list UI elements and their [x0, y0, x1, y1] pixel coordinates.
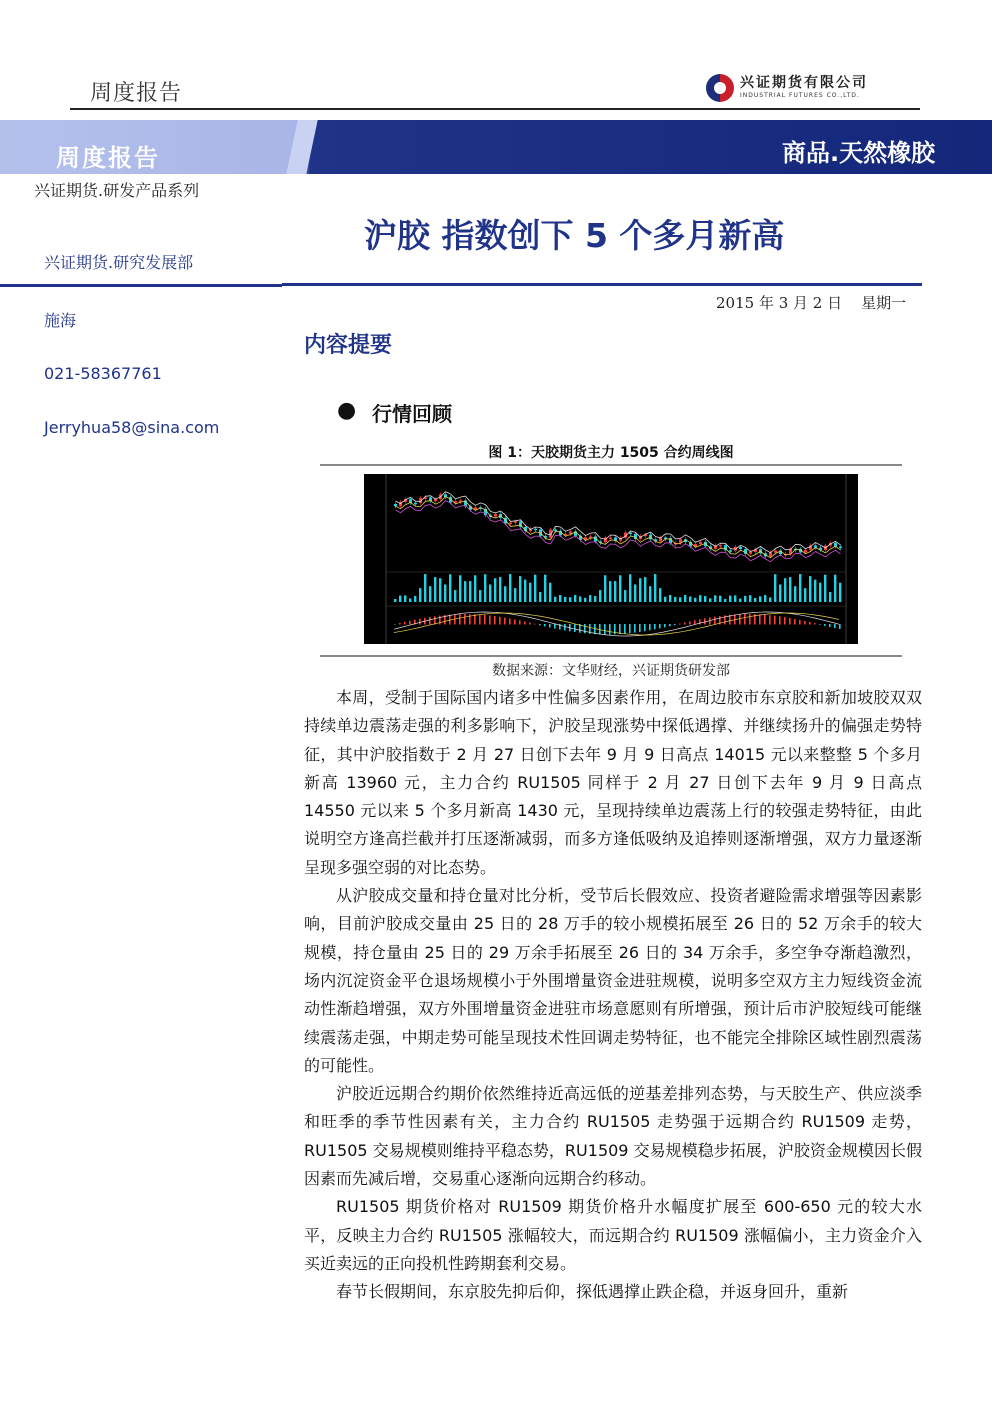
header-divider: [70, 108, 920, 110]
macd-bar: [804, 621, 806, 625]
volume-bar: [619, 575, 621, 602]
macd-bar: [794, 619, 796, 625]
macd-bar: [834, 624, 836, 628]
volume-bar: [664, 597, 666, 602]
volume-bar: [514, 588, 516, 602]
figure-source: 数据来源：文华财经，兴证期货研发部: [492, 663, 730, 679]
volume-bar: [669, 595, 671, 602]
figure-bottom-rule: [320, 655, 902, 657]
macd-bar: [629, 624, 631, 633]
volume-bar: [509, 574, 511, 602]
candle: [629, 533, 632, 535]
candle: [554, 530, 557, 532]
volume-bar: [609, 581, 611, 602]
volume-bar: [444, 584, 446, 602]
macd-bar: [654, 624, 656, 629]
macd-bar: [564, 624, 566, 630]
candle: [534, 529, 537, 531]
paragraph: 从沪胶成交量和持仓量对比分析，受节后长假效应、投资者避险需求增强等因素影响，目前沪胶成交量由 25 日的 28 万手的较小规模拓展至 26 日的 52 万余手的较大规模，持仓量由 25 日的 29 万余手拓展至 26 日的 34 万余手，多空争夺渐趋激烈，场内沉淀资金平仓退场规模小于外围增量资金进驻规模，说明多空双方主力短线资金流动性渐趋增强，双方外围增量资金进驻市场意愿则有所增强，预计后市沪胶短线可能继续震荡走强，中期走势可能呈现技术性回调走势特征，也不能完全排除区域性剧烈震荡的可能性。: [304, 886, 922, 1075]
macd-bar: [554, 624, 556, 629]
macd-bar: [439, 616, 441, 625]
macd-bar: [764, 615, 766, 625]
candle: [494, 514, 497, 516]
volume-bar: [624, 590, 626, 602]
volume-bar: [569, 597, 571, 602]
candle: [719, 545, 722, 547]
candle: [609, 537, 612, 539]
macd-bar: [624, 624, 626, 634]
volume-bar: [769, 597, 771, 602]
volume-bar: [774, 574, 776, 602]
weekly-candlestick-chart-image: [364, 474, 858, 644]
macd-bar: [529, 623, 531, 625]
macd-bar: [479, 615, 481, 625]
candle: [739, 547, 742, 549]
title-divider: [282, 283, 922, 286]
candle: [514, 521, 517, 523]
product-series: 兴证期货.研发产品系列: [34, 181, 200, 200]
volume-bar: [409, 598, 411, 602]
volume-bar: [539, 592, 541, 602]
macd-bar: [619, 624, 621, 634]
macd-bar: [784, 617, 786, 624]
volume-bar: [699, 595, 701, 602]
volume-bar: [484, 574, 486, 602]
macd-bar: [399, 623, 401, 625]
paragraph: 春节长假期间，东京胶先抑后仰，探低遇撑止跌企稳，并返身回升，重新: [336, 1282, 849, 1302]
macd-bar: [534, 624, 536, 625]
volume-bar: [594, 596, 596, 602]
macd-bar: [659, 624, 661, 628]
volume-bar: [729, 596, 731, 602]
volume-bar: [574, 595, 576, 602]
volume-bar: [489, 584, 491, 602]
macd-bar: [744, 614, 746, 624]
macd-bar: [429, 617, 431, 625]
macd-bar: [509, 618, 511, 624]
header-label: 周度报告: [90, 81, 183, 106]
volume-bar: [749, 595, 751, 602]
volume-bar: [789, 577, 791, 602]
volume-bar: [714, 595, 716, 602]
macd-bar: [609, 624, 611, 634]
paragraph: 本周，受制于国际国内诸多中性偏多因素作用，在周边胶市东京胶和新加坡胶双双持续单边震荡走强的利多影响下，沪胶呈现涨势中探低遇撑、并继续扬升的偏强走势特征，其中沪胶指数于 2 月 27 日创下去年 9 月 9 日高点 14015 元以来整整 5 个多月新高 13960 元，主力合约 RU1505 同样于 2 月 27 日创下去年 9 月 9 日高点 14550 元以来 5 个多月新高 1430 元，呈现持续单边震荡上行的较强走势特征，由此说明空方逢高拦截并打压逐渐减弱，而多方逢低吸纳及追捧则逐渐增强，双方力量逐渐呈现多强空弱的对比态势。: [304, 688, 922, 877]
volume-bar: [404, 595, 406, 602]
macd-bar: [504, 618, 506, 625]
logo-emblem-icon: [706, 74, 734, 102]
paragraph: 沪胶近远期合约期价依然维持近高远低的逆基差排列态势，与天胶生产、供应淡季和旺季的季节性因素有关，主力合约 RU1505 走势强于远期合约 RU1509 走势，RU1505 交易规模则维持平稳态势，RU1509 交易规模稳步拓展，沪胶资金规模因长假因素而先减后增，交易重心逐渐向远期合约移动。: [304, 1084, 922, 1189]
volume-bar: [584, 598, 586, 602]
volume-bar: [564, 597, 566, 602]
macd-bar: [839, 624, 841, 629]
macd-bar: [649, 624, 651, 630]
macd-bar: [394, 624, 396, 625]
banner-report-type: 周度报告: [56, 144, 160, 172]
logo-name-cn: 兴证期货有限公司: [740, 75, 868, 91]
macd-bar: [434, 616, 436, 624]
macd-bar: [789, 618, 791, 625]
author-email[interactable]: Jerryhua58@sina.com: [44, 418, 220, 437]
report-date: 2015 年 3 月 2 日 星期一: [716, 294, 907, 312]
macd-bar: [674, 624, 676, 625]
volume-bar: [809, 576, 811, 602]
volume-bar: [629, 574, 631, 602]
macd-bar: [459, 614, 461, 624]
macd-bar: [634, 624, 636, 633]
macd-bar: [494, 616, 496, 624]
macd-bar: [419, 619, 421, 625]
macd-bar: [519, 620, 521, 624]
volume-bar: [424, 574, 426, 602]
candle: [414, 503, 417, 505]
volume-bar: [599, 590, 601, 602]
volume-bar: [824, 575, 826, 602]
bullet-icon: ●: [337, 398, 357, 423]
macd-bar: [819, 624, 821, 625]
volume-bar: [534, 575, 536, 602]
macd-bar: [694, 620, 696, 624]
candle: [699, 542, 702, 544]
volume-bar: [814, 580, 816, 602]
sidebar-divider: [0, 284, 282, 287]
macd-bar: [409, 621, 411, 625]
volume-bar: [434, 577, 436, 602]
volume-bar: [519, 576, 521, 602]
macd-bar: [514, 619, 516, 624]
volume-bar: [499, 577, 501, 602]
macd-bar: [714, 617, 716, 625]
macd-bar: [644, 624, 646, 631]
macd-bar: [679, 623, 681, 624]
macd-bar: [684, 622, 686, 624]
author-name: 施海: [44, 311, 77, 330]
volume-bar: [399, 596, 401, 602]
macd-bar: [539, 624, 541, 625]
candle: [769, 553, 772, 557]
macd-bar: [594, 624, 596, 634]
volume-bar: [734, 595, 736, 602]
paragraph: RU1505 期货价格对 RU1509 期货价格升水幅度扩展至 600-650 元的较大水平，反映主力合约 RU1505 涨幅较大，而远期合约 RU1509 涨幅偏小，主力资金介入买近卖远的正向投机性跨期套利交易。: [304, 1197, 922, 1273]
volume-bar: [419, 588, 421, 602]
macd-bar: [524, 621, 526, 624]
volume-bar: [704, 596, 706, 602]
volume-bar: [834, 575, 836, 602]
macd-bar: [599, 624, 601, 634]
candle: [569, 531, 572, 533]
macd-bar: [809, 622, 811, 625]
volume-bar: [554, 597, 556, 602]
volume-bar: [829, 592, 831, 602]
volume-bar: [469, 581, 471, 602]
volume-bar: [759, 596, 761, 602]
author-phone: 021-58367761: [44, 364, 162, 383]
volume-bar: [799, 574, 801, 602]
macd-bar: [549, 624, 551, 627]
figure-top-rule: [320, 464, 902, 466]
volume-bar: [744, 596, 746, 602]
macd-bar: [464, 614, 466, 624]
volume-bar: [644, 577, 646, 602]
macd-bar: [669, 624, 671, 626]
macd-bar: [739, 614, 741, 624]
volume-bar: [449, 574, 451, 602]
macd-bar: [604, 624, 606, 634]
macd-bar: [829, 624, 831, 627]
volume-bar: [764, 595, 766, 602]
volume-bar: [739, 599, 741, 602]
banner-category: 商品.天然橡胶: [782, 139, 936, 167]
candle: [394, 504, 397, 506]
candle: [774, 550, 777, 552]
volume-bar: [614, 581, 616, 602]
volume-bar: [839, 583, 841, 602]
volume-bar: [474, 575, 476, 602]
volume-bar: [819, 583, 821, 602]
volume-bar: [579, 596, 581, 602]
candle: [729, 550, 732, 552]
volume-bar: [559, 595, 561, 602]
volume-bar: [724, 599, 726, 602]
macd-bar: [824, 624, 826, 626]
volume-bar: [549, 583, 551, 602]
volume-bar: [634, 584, 636, 602]
macd-bar: [774, 616, 776, 625]
volume-bar: [794, 586, 796, 602]
macd-bar: [779, 616, 781, 624]
macd-bar: [769, 615, 771, 624]
macd-bar: [814, 623, 816, 624]
macd-bar: [699, 619, 701, 624]
volume-bar: [529, 583, 531, 602]
candle: [509, 523, 512, 525]
macd-bar: [759, 614, 761, 624]
macd-bar: [639, 624, 641, 632]
volume-bar: [504, 586, 506, 602]
macd-bar: [574, 624, 576, 632]
volume-bar: [589, 595, 591, 602]
volume-bar: [394, 599, 396, 602]
company-logo: [706, 72, 906, 106]
candle: [804, 550, 807, 553]
volume-bar: [494, 578, 496, 602]
department: 兴证期货.研究发展部: [44, 253, 194, 272]
macd-bar: [689, 621, 691, 624]
volume-bar: [464, 581, 466, 602]
macd-bar: [489, 615, 491, 624]
report-title: 沪胶 指数创下 5 个多月新高: [364, 216, 785, 255]
volume-bar: [454, 590, 456, 602]
volume-bar: [779, 584, 781, 602]
volume-bar: [439, 578, 441, 602]
macd-bar: [799, 620, 801, 625]
volume-bar: [414, 596, 416, 602]
volume-bar: [639, 578, 641, 602]
macd-bar: [544, 624, 546, 626]
macd-bar: [484, 615, 486, 625]
volume-bar: [689, 596, 691, 602]
macd-bar: [584, 624, 586, 633]
macd-bar: [449, 615, 451, 625]
volume-bar: [459, 575, 461, 602]
volume-bar: [649, 586, 651, 602]
volume-bar: [604, 575, 606, 602]
volume-bar: [429, 586, 431, 602]
subsection-heading: 行情回顾: [372, 402, 452, 426]
volume-bar: [694, 598, 696, 602]
macd-bar: [664, 624, 666, 627]
volume-bar: [754, 598, 756, 602]
volume-bar: [719, 596, 721, 602]
volume-bar: [804, 588, 806, 602]
volume-bar: [784, 578, 786, 602]
volume-bar: [479, 590, 481, 602]
chart-background: [364, 474, 858, 644]
report-body: [304, 684, 922, 1307]
macd-bar: [749, 614, 751, 624]
volume-bar: [654, 574, 656, 602]
volume-bar: [659, 588, 661, 602]
section-heading: 内容提要: [304, 333, 393, 358]
volume-bar: [684, 595, 686, 602]
macd-bar: [404, 622, 406, 625]
volume-bar: [544, 575, 546, 602]
macd-bar: [499, 617, 501, 625]
logo-name-en: INDUSTRIAL FUTURES CO.,LTD.: [740, 92, 860, 99]
candle: [749, 552, 752, 554]
figure-caption: 图 1：天胶期货主力 1505 合约周线图: [488, 445, 734, 461]
volume-bar: [524, 580, 526, 602]
volume-bar: [674, 597, 676, 602]
volume-bar: [709, 598, 711, 602]
candle: [839, 546, 842, 548]
macd-bar: [469, 614, 471, 624]
volume-bar: [679, 597, 681, 602]
